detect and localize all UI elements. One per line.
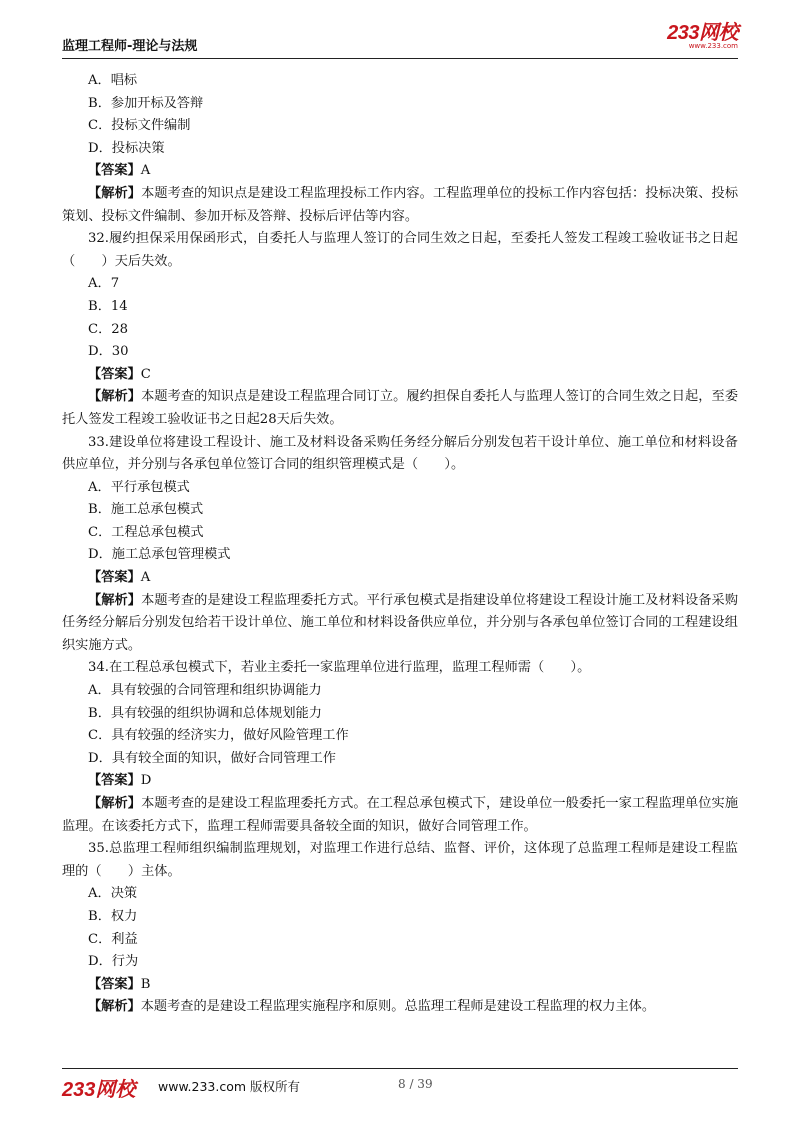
answer-option: C．28 xyxy=(88,321,129,337)
explanation-paragraph xyxy=(62,793,738,838)
brand-logo-text: 233网校 xyxy=(667,22,738,44)
answer-line xyxy=(62,770,738,793)
answer-label: 【答案】 xyxy=(88,163,141,179)
answer-option: D．施工总承包管理模式 xyxy=(88,547,231,563)
answer-line xyxy=(62,974,738,997)
question-text: 32.履约担保采用保函形式，自委托人与监理人签订的合同生效之日起，至委托人签发工程竣工验收证书之日起（ ）天后失效。 xyxy=(62,231,738,269)
explanation-text: 本题考查的知识点是建设工程监理投标工作内容。工程监理单位的投标工作内容包括：投标决策、投标策划、投标文件编制、参加开标及答辩、投标后评估等内容。 xyxy=(62,185,739,224)
answer-option: A．7 xyxy=(88,276,120,292)
answer-option: B．施工总承包模式 xyxy=(88,502,204,518)
answer-label: 【答案】 xyxy=(88,976,141,992)
explanation-label: 【解析】 xyxy=(88,389,142,405)
explanation-paragraph xyxy=(62,996,738,1019)
explanation-label: 【解析】 xyxy=(88,999,141,1015)
footer-logo: 233网校 xyxy=(62,1079,136,1101)
explanation-paragraph xyxy=(62,386,738,431)
explanation-text: 本题考查的是建设工程监理实施程序和原则。总监理工程师是建设工程监理的权力主体。 xyxy=(140,999,656,1015)
explanation-label: 【解析】 xyxy=(88,796,142,811)
explanation-paragraph xyxy=(62,590,738,658)
answer-option: B．14 xyxy=(88,298,128,314)
answer-option: C．工程总承包模式 xyxy=(88,524,204,540)
explanation-text: 本题考查的是建设工程监理委托方式。在工程总承包模式下，建设单位一般委托一家工程监理单位实施监理。在该委托方式下，监理工程师需要具备较全面的知识，做好合同管理工作。 xyxy=(62,796,739,834)
answer-value: C xyxy=(140,366,151,382)
answer-option: D．30 xyxy=(88,344,129,360)
answer-label: 【答案】 xyxy=(88,773,141,789)
answer-line xyxy=(62,160,738,183)
brand-logo xyxy=(667,22,738,50)
answer-option: D．具有较全面的知识，做好合同管理工作 xyxy=(88,750,336,766)
explanation-label: 【解析】 xyxy=(88,592,142,608)
answer-label: 【答案】 xyxy=(88,366,141,382)
answer-value: B xyxy=(140,976,151,992)
page-number: 8 / 39 xyxy=(398,1077,433,1091)
answer-option: D．投标决策 xyxy=(88,140,165,156)
answer-option: A．具有较强的合同管理和组织协调能力 xyxy=(88,683,322,699)
brand-logo-url: www.233.com xyxy=(688,42,738,50)
answer-option: A．平行承包模式 xyxy=(88,479,190,495)
question-text: 33.建设单位将建设工程设计、施工及材料设备采购任务经分解后分别发包若干设计单位、施工单位和材料设备供应单位，并分别与各承包单位签订合同的组织管理模式是（ ）。 xyxy=(62,434,738,473)
answer-option: B．具有较强的组织协调和总体规划能力 xyxy=(88,705,322,721)
answer-option: C．投标文件编制 xyxy=(88,118,191,134)
answer-option: C．利益 xyxy=(88,931,138,947)
answer-option: C．具有较强的经济实力，做好风险管理工作 xyxy=(88,728,349,744)
answer-value: A xyxy=(140,570,151,586)
answer-label: 【答案】 xyxy=(88,570,141,586)
document-title: 监理工程师-理论与法规 xyxy=(62,39,198,54)
footer-copyright: www.233.com 版权所有 xyxy=(158,1079,300,1094)
answer-option: A．唱标 xyxy=(88,73,138,88)
explanation-text: 本题考查的是建设工程监理委托方式。平行承包模式是指建设单位将建设工程设计施工及材料设备采购任务经分解后分别发包给若干设计单位、施工单位和材料设备供应单位，并分别与各承包单位签订合同的工程建设组织实施方式。 xyxy=(62,592,739,653)
answer-value: D xyxy=(140,773,152,789)
answer-line xyxy=(62,567,738,590)
answer-option: A．决策 xyxy=(88,886,138,902)
explanation-label: 【解析】 xyxy=(88,185,142,201)
explanation-paragraph xyxy=(62,183,738,228)
document-body xyxy=(62,70,738,1019)
answer-option: B．权力 xyxy=(88,908,138,924)
answer-option: B．参加开标及答辩 xyxy=(88,95,204,111)
answer-line xyxy=(62,364,738,387)
question-text: 34.在工程总承包模式下，若业主委托一家监理单位进行监理，监理工程师需（ ）。 xyxy=(88,660,591,676)
answer-value: A xyxy=(140,163,151,179)
page-footer xyxy=(62,1068,738,1099)
question-text: 35.总监理工程师组织编制监理规划，对监理工作进行总结、监督、评价，这体现了总监理工程师是建设工程监理的（ ）主体。 xyxy=(62,841,738,879)
answer-option: D．行为 xyxy=(88,954,139,970)
page-header xyxy=(62,22,738,59)
explanation-text: 本题考查的知识点是建设工程监理合同订立。履约担保自委托人与监理人签订的合同生效之日起，至委托人签发工程竣工验收证书之日起28天后失效。 xyxy=(62,389,739,427)
